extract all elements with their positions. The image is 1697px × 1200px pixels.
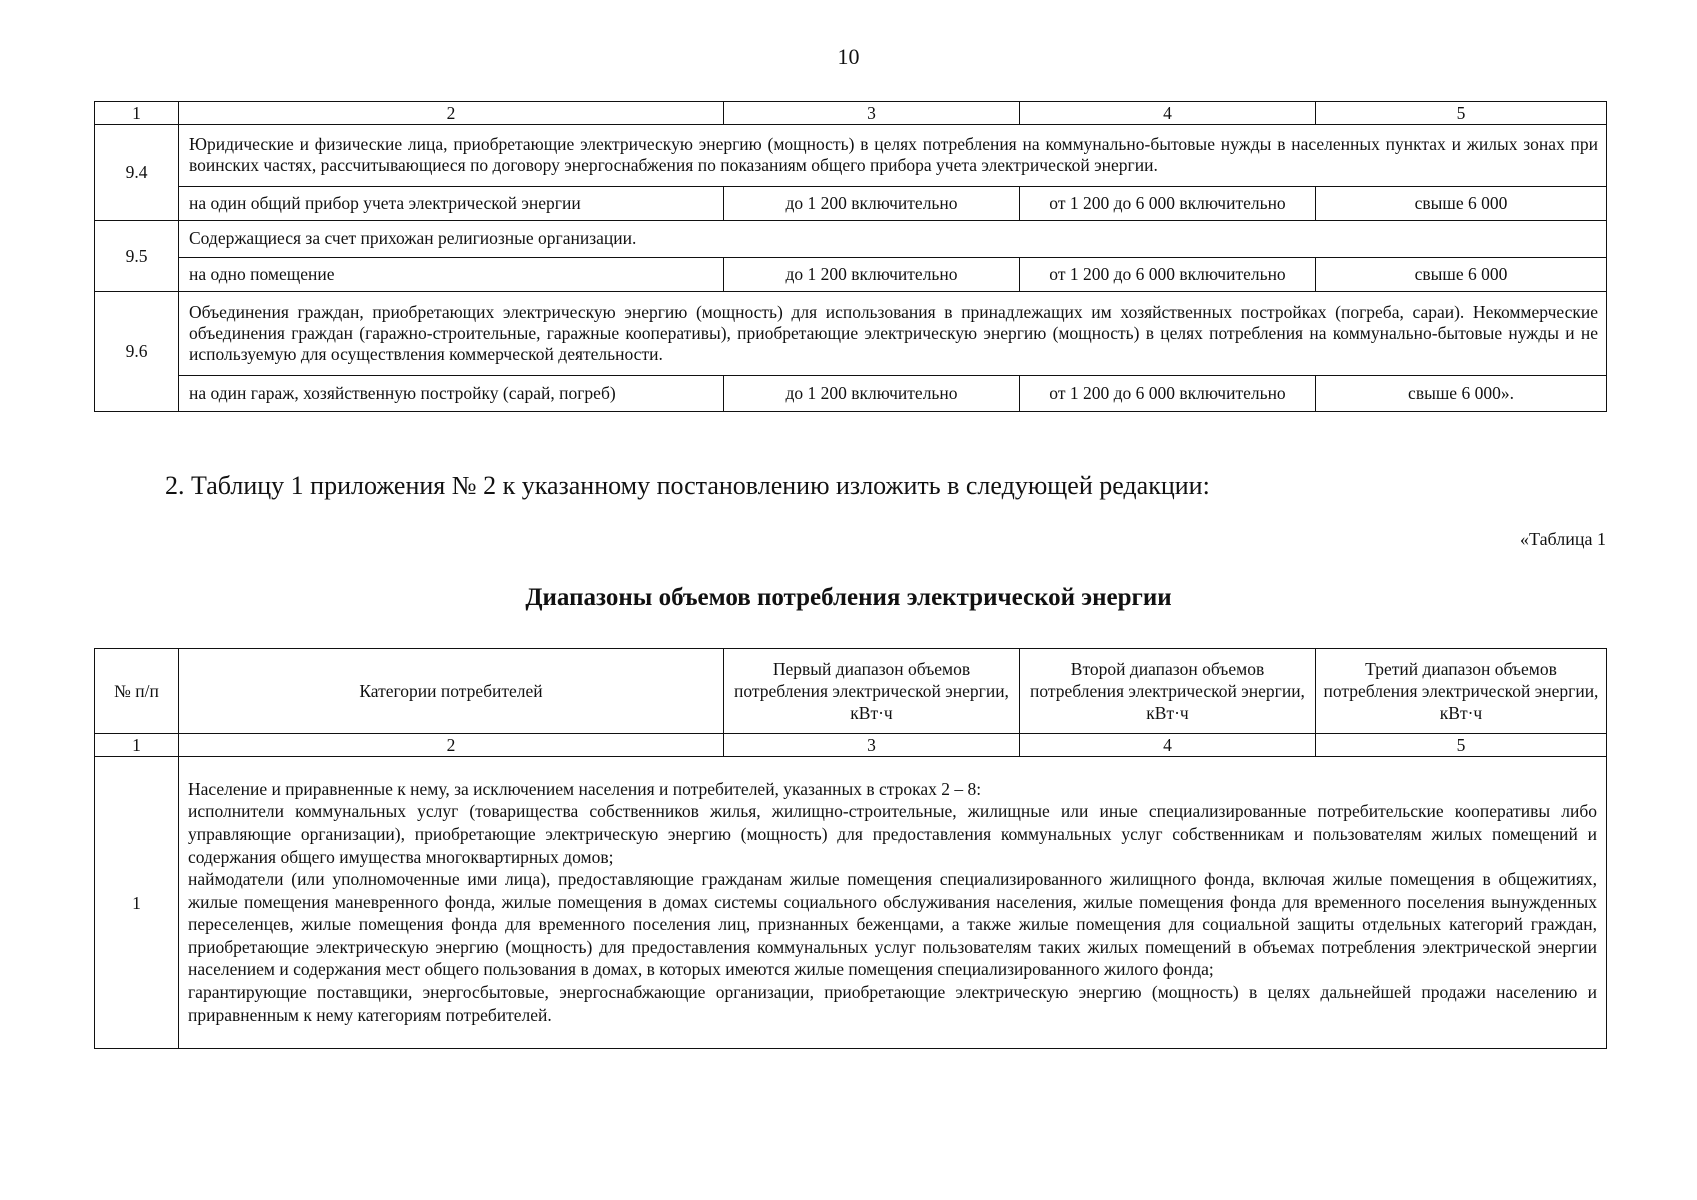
category-paragraph: исполнители коммунальных услуг (товарищества собственников жилья, жилищно-строительные, жилищные или иные специализированные потребительские кооперативы либо управляющие организации), приобретающие электрическую энергию (мощность) для предоставления коммунальных услуг собственникам и пользователям жилых помещений и содержания общего имущества многоквартирных домов; bbox=[188, 801, 1597, 867]
column-number: 4 bbox=[1020, 102, 1316, 125]
table-row bbox=[95, 258, 1607, 292]
consumption-table-continuation bbox=[94, 101, 1607, 412]
column-number: 1 bbox=[95, 102, 179, 125]
table-row bbox=[95, 376, 1607, 412]
category-paragraph: Население и приравненные к нему, за исключением населения и потребителей, указанных в строках 2 – 8: bbox=[188, 778, 982, 799]
column-number: 4 bbox=[1020, 734, 1316, 757]
table-row bbox=[95, 292, 1607, 376]
table-row bbox=[95, 757, 1607, 1049]
column-number-row bbox=[95, 734, 1607, 757]
table-row bbox=[95, 221, 1607, 258]
third-range-value: свыше 6 000 bbox=[1316, 258, 1607, 292]
header-first-range: Первый диапазон объемов потребления электрической энергии, кВт·ч bbox=[724, 649, 1020, 734]
column-number: 5 bbox=[1316, 734, 1607, 757]
row-number: 1 bbox=[95, 757, 179, 1049]
header-third-range: Третий диапазон объемов потребления электрической энергии, кВт·ч bbox=[1316, 649, 1607, 734]
third-range-value: свыше 6 000 bbox=[1316, 187, 1607, 221]
second-range-value: от 1 200 до 6 000 включительно bbox=[1020, 258, 1316, 292]
metering-unit: на одно помещение bbox=[179, 258, 724, 292]
category-paragraph: гарантирующие поставщики, энергосбытовые, энергоснабжающие организации, приобретающие электрическую энергию (мощность) в целях дальнейшей продажи населению и приравненным к нему категориям потребителей. bbox=[188, 982, 1597, 1025]
second-range-value: от 1 200 до 6 000 включительно bbox=[1020, 376, 1316, 412]
column-number: 2 bbox=[179, 102, 724, 125]
consumer-category-description bbox=[179, 757, 1607, 1049]
column-number-row bbox=[95, 102, 1607, 125]
consumer-category-description: Содержащиеся за счет прихожан религиозные организации. bbox=[179, 221, 1607, 258]
header-second-range: Второй диапазон объемов потребления электрической энергии, кВт·ч bbox=[1020, 649, 1316, 734]
row-number: 9.6 bbox=[95, 292, 179, 412]
table-reference-label: «Таблица 1 bbox=[1520, 529, 1606, 549]
third-range-value: свыше 6 000». bbox=[1316, 376, 1607, 412]
table-title: Диапазоны объемов потребления электрической энергии bbox=[525, 584, 1172, 611]
first-range-value: до 1 200 включительно bbox=[724, 376, 1020, 412]
row-number: 9.4 bbox=[95, 125, 179, 221]
metering-unit: на один гараж, хозяйственную постройку (сарай, погреб) bbox=[179, 376, 724, 412]
table-row bbox=[95, 125, 1607, 187]
column-number: 2 bbox=[179, 734, 724, 757]
table-header-row bbox=[95, 649, 1607, 734]
header-consumer-categories: Категории потребителей bbox=[179, 649, 724, 734]
first-range-value: до 1 200 включительно bbox=[724, 258, 1020, 292]
metering-unit: на один общий прибор учета электрической энергии bbox=[179, 187, 724, 221]
row-number: 9.5 bbox=[95, 221, 179, 292]
column-number: 1 bbox=[95, 734, 179, 757]
amendment-instruction: 2. Таблицу 1 приложения № 2 к указанному постановлению изложить в следующей редакции: bbox=[165, 471, 1210, 500]
column-number: 5 bbox=[1316, 102, 1607, 125]
consumer-category-description: Юридические и физические лица, приобретающие электрическую энергию (мощность) в целях потребления на коммунально-бытовые нужды в населенных пунктах и жилых зонах при воинских частях, рассчитывающиеся по договору энергоснабжения по показаниям общего прибора учета электрической энергии. bbox=[179, 125, 1607, 187]
column-number: 3 bbox=[724, 734, 1020, 757]
consumer-category-description: Объединения граждан, приобретающих электрическую энергию (мощность) для использования в принадлежащих им хозяйственных постройках (погреба, сараи). Некоммерческие объединения граждан (гаражно-строительные, гаражные кооперативы), приобретающие электрическую энергию (мощность) в целях потребления на коммунально-бытовые нужды и не используемую для осуществления коммерческой деятельности. bbox=[179, 292, 1607, 376]
page-number: 10 bbox=[837, 44, 860, 69]
column-number: 3 bbox=[724, 102, 1020, 125]
first-range-value: до 1 200 включительно bbox=[724, 187, 1020, 221]
table-row bbox=[95, 187, 1607, 221]
second-range-value: от 1 200 до 6 000 включительно bbox=[1020, 187, 1316, 221]
header-row-number: № п/п bbox=[95, 649, 179, 734]
category-paragraph: наймодатели (или уполномоченные ими лица), предоставляющие гражданам жилые помещения специализированного жилищного фонда, включая жилые помещения в общежитиях, жилые помещения маневренного фонда, жилые помещения в домах системы социального обслуживания населения, жилые помещения фонда для временного поселения вынужденных переселенцев, жилые помещения фонда для временного поселения лиц, признанных беженцами, а также жилые помещения для социальной защиты отдельных категорий граждан, приобретающие электрическую энергию (мощность) для предоставления коммунальных услуг пользователям таких жилых помещений в объемах потребления электрической энергии населением и содержания мест общего пользования в домах, в которых имеются жилые помещения специализированного жилого фонда; bbox=[188, 869, 1597, 980]
consumption-ranges-table bbox=[94, 648, 1607, 1049]
